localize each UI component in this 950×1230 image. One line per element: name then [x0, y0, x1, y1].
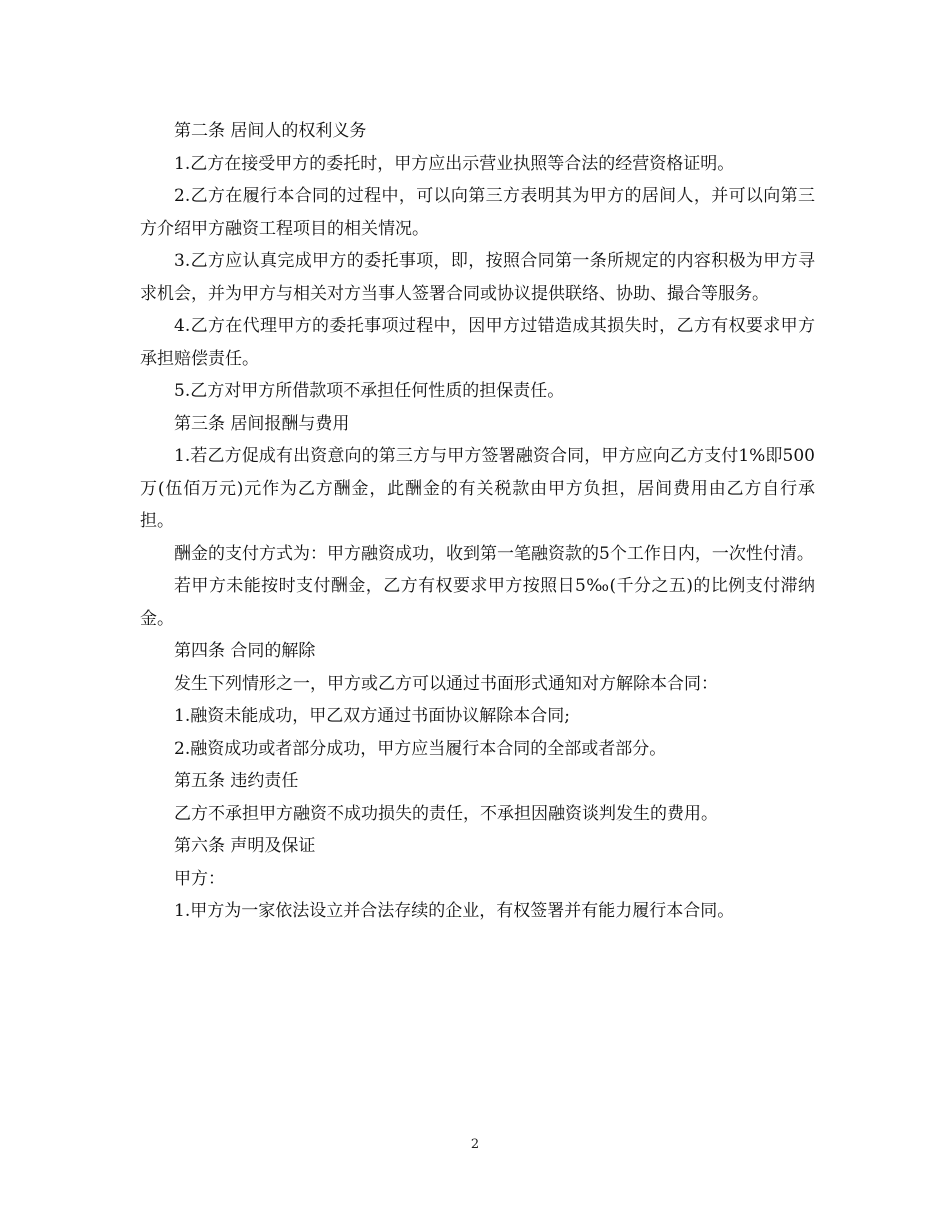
section-heading-4: 第四条 合同的解除 [174, 641, 316, 661]
document-body [140, 115, 815, 928]
section-heading-6: 第六条 声明及保证 [174, 836, 316, 856]
party-label: 甲方： [174, 868, 225, 889]
section-heading-2: 第二条 居间人的权利义务 [174, 121, 367, 141]
section-heading-5: 第五条 违约责任 [174, 771, 299, 791]
page-number: 2 [470, 1137, 480, 1152]
clause-paragraph: 5.乙方对甲方所借款项不承担任何性质的担保责任。 [174, 381, 565, 401]
clause-paragraph: 1.甲方为一家依法设立并合法存续的企业，有权签署并有能力履行本合同。 [174, 901, 735, 921]
clause-paragraph: 若甲方未能按时支付酬金，乙方有权要求甲方按照日5‰(千分之五)的比例支付滞纳金。 [140, 576, 815, 629]
clause-paragraph: 1.若乙方促成有出资意向的第三方与甲方签署融资合同，甲方应向乙方支付1%即500万(伍佰万元)元作为乙方酬金，此酬金的有关税款由甲方负担，居间费用由乙方自行承担。 [140, 446, 815, 531]
clause-paragraph: 3.乙方应认真完成甲方的委托事项，即，按照合同第一条所规定的内容积极为甲方寻求机会，并为甲方与相关对方当事人签署合同或协议提供联络、协助、撮合等服务。 [140, 251, 815, 304]
clause-paragraph: 1.融资未能成功，甲乙双方通过书面协议解除本合同; [174, 706, 570, 726]
clause-paragraph: 发生下列情形之一，甲方或乙方可以通过书面形式通知对方解除本合同： [174, 673, 718, 694]
clause-paragraph: 2.融资成功或者部分成功，甲方应当履行本合同的全部或者部分。 [174, 738, 667, 759]
clause-paragraph: 1.乙方在接受甲方的委托时，甲方应出示营业执照等合法的经营资格证明。 [174, 153, 735, 174]
clause-paragraph: 2.乙方在履行本合同的过程中，可以向第三方表明其为甲方的居间人，并可以向第三方介绍甲方融资工程项目的相关情况。 [140, 186, 815, 239]
clause-paragraph: 4.乙方在代理甲方的委托事项过程中，因甲方过错造成其损失时，乙方有权要求甲方承担赔偿责任。 [140, 316, 815, 369]
section-heading-3: 第三条 居间报酬与费用 [174, 413, 350, 434]
clause-paragraph: 乙方不承担甲方融资不成功损失的责任，不承担因融资谈判发生的费用。 [174, 803, 718, 824]
clause-paragraph: 酬金的支付方式为：甲方融资成功，收到第一笔融资款的5个工作日内，一次性付清。 [174, 543, 814, 564]
